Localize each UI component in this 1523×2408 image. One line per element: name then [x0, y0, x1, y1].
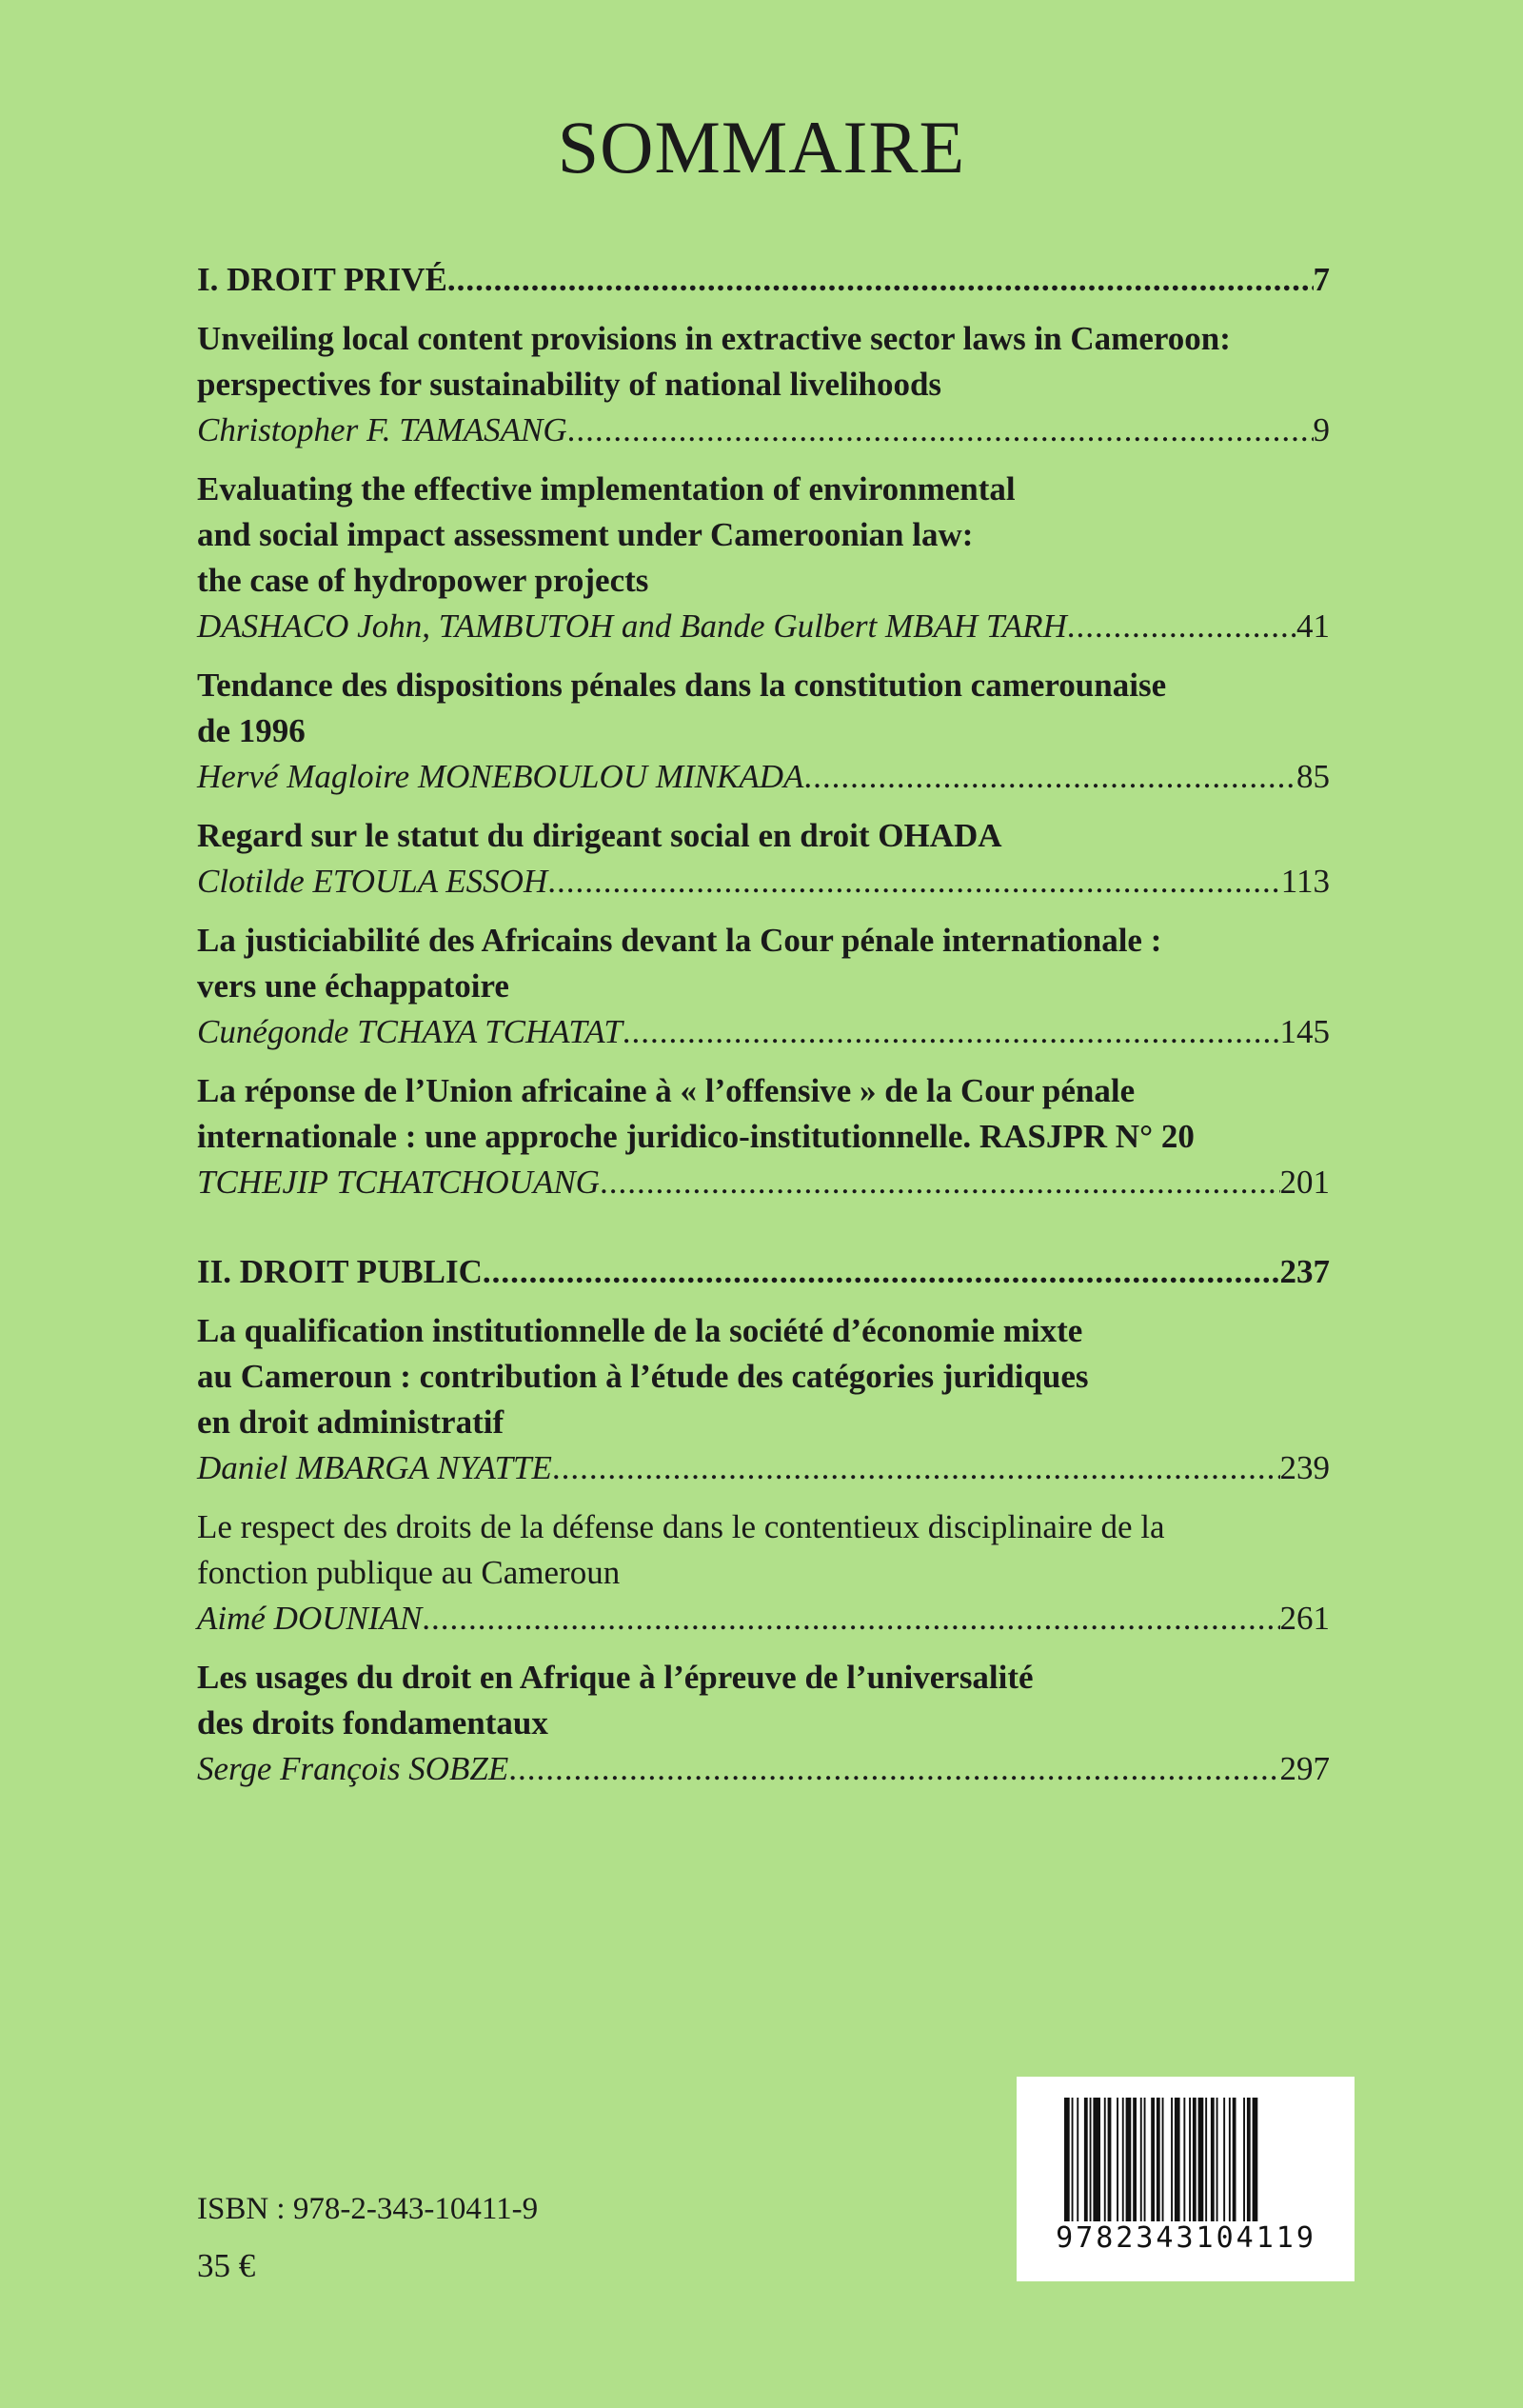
section-page-number: 7	[1313, 261, 1330, 298]
entry-title-line: Les usages du droit en Afrique à l’épreuve de l’universalité	[197, 1659, 1034, 1696]
dot-leader	[552, 1445, 1280, 1491]
toc-entry	[197, 467, 1330, 649]
barcode-bar	[1216, 2098, 1218, 2221]
dot-leader	[1067, 604, 1296, 649]
isbn: ISBN : 978-2-343-10411-9	[197, 2192, 539, 2226]
entry-title-line: Le respect des droits de la défense dans le contentieux disciplinaire de la	[197, 1508, 1165, 1545]
section-heading	[197, 1249, 1330, 1295]
barcode-bar	[1126, 2098, 1132, 2221]
barcode-icon	[1064, 2098, 1307, 2221]
entry-page-number: 145	[1279, 1013, 1330, 1050]
barcode-bar	[1108, 2098, 1112, 2221]
entry-page-number: 41	[1296, 607, 1330, 645]
barcode-bar	[1157, 2098, 1160, 2221]
dot-leader	[508, 1746, 1279, 1792]
barcode-bar	[1104, 2098, 1106, 2221]
entry-author-row	[197, 1746, 1330, 1792]
barcode-bar	[1133, 2098, 1137, 2221]
barcode-digits: 9782343104119	[1056, 2221, 1316, 2255]
barcode-bar	[1229, 2098, 1231, 2221]
barcode-bar	[1233, 2098, 1236, 2221]
entry-author: Christopher F. TAMASANG	[197, 411, 567, 448]
entry-page-number: 9	[1313, 411, 1330, 448]
section-heading-label: II. DROIT PUBLIC	[197, 1253, 483, 1290]
barcode-bar	[1122, 2098, 1124, 2221]
barcode-bar	[1151, 2098, 1155, 2221]
entry-title-line: internationale : une approche juridico-institutionnelle. RASJPR N° 20	[197, 1118, 1195, 1155]
entry-author-row	[197, 859, 1330, 905]
barcode-bar	[1093, 2098, 1100, 2221]
entry-author: DASHACO John, TAMBUTOH and Bande Gulbert MBAH TARH	[197, 607, 1067, 645]
dot-leader	[623, 1009, 1280, 1055]
dot-leader	[803, 754, 1296, 800]
barcode-bar	[1090, 2098, 1092, 2221]
toc-section	[197, 1249, 1330, 1792]
entry-title-line: au Cameroun : contribution à l’étude des catégories juridiques	[197, 1358, 1089, 1395]
barcode-bar	[1084, 2098, 1088, 2221]
toc-entry	[197, 316, 1330, 453]
entry-title-line: des droits fondamentaux	[197, 1704, 548, 1741]
entry-page-number: 297	[1279, 1750, 1330, 1787]
entry-title-line: Regard sur le statut du dirigeant social en droit OHADA	[197, 817, 1002, 854]
barcode-bar	[1117, 2098, 1118, 2221]
barcode-bar	[1189, 2098, 1191, 2221]
dot-leader	[447, 257, 1314, 303]
entry-page-number: 85	[1296, 758, 1330, 795]
entry-author: Daniel MBARGA NYATTE	[197, 1449, 552, 1486]
dot-leader	[547, 859, 1281, 905]
barcode-bar	[1072, 2098, 1074, 2221]
barcode-bar	[1211, 2098, 1215, 2221]
entry-author: Hervé Magloire MONEBOULOU MINKADA	[197, 758, 804, 795]
barcode-bar	[1247, 2098, 1251, 2221]
barcode-bar	[1171, 2098, 1173, 2221]
barcode-bar	[1144, 2098, 1146, 2221]
price: 35 €	[197, 2247, 256, 2284]
section-page-number: 237	[1279, 1253, 1330, 1290]
barcode-bar	[1253, 2098, 1258, 2221]
page-title: SOMMAIRE	[557, 106, 966, 189]
entry-title-line: perspectives for sustainability of national livelihoods	[197, 366, 942, 403]
entry-title-line: La qualification institutionnelle de la société d’économie mixte	[197, 1312, 1083, 1349]
section-heading-label: I. DROIT PRIVÉ	[197, 261, 447, 298]
entry-title-line: fonction publique au Cameroun	[197, 1554, 621, 1591]
entry-author-row	[197, 604, 1330, 649]
table-of-contents	[197, 257, 1330, 1836]
entry-title-line: en droit administratif	[197, 1403, 504, 1441]
entry-title-line: La justiciabilité des Africains devant la Cour pénale internationale :	[197, 922, 1162, 959]
entry-title-line: La réponse de l’Union africaine à « l’offensive » de la Cour pénale	[197, 1072, 1136, 1109]
entry-page-number: 113	[1280, 863, 1330, 900]
dot-leader	[422, 1596, 1279, 1642]
entry-author: Clotilde ETOULA ESSOH	[197, 863, 548, 900]
entry-title-line: Unveiling local content provisions in extractive sector laws in Cameroon:	[197, 320, 1231, 357]
entry-author-row	[197, 1009, 1330, 1055]
entry-title-line: the case of hydropower projects	[197, 562, 649, 599]
entry-author-row	[197, 408, 1330, 453]
barcode-bar	[1243, 2098, 1245, 2221]
toc-section	[197, 257, 1330, 1205]
barcode-bar	[1077, 2098, 1078, 2221]
entry-author: Serge François SOBZE	[197, 1750, 509, 1787]
toc-entry	[197, 1504, 1330, 1642]
barcode	[1017, 2077, 1355, 2281]
barcode-bar	[1064, 2098, 1070, 2221]
barcode-bar	[1162, 2098, 1164, 2221]
dot-leader	[567, 408, 1314, 453]
entry-page-number: 239	[1279, 1449, 1330, 1486]
barcode-bar	[1175, 2098, 1180, 2221]
toc-entry	[197, 1068, 1330, 1205]
entry-author-row	[197, 1445, 1330, 1491]
entry-author: Cunégonde TCHAYA TCHATAT	[197, 1013, 623, 1050]
dot-leader	[600, 1160, 1280, 1205]
entry-author: TCHEJIP TCHATCHOUANG	[197, 1164, 600, 1201]
barcode-bar	[1223, 2098, 1225, 2221]
entry-page-number: 201	[1279, 1164, 1330, 1201]
barcode-bar	[1205, 2098, 1207, 2221]
toc-entry	[197, 663, 1330, 800]
entry-author: Aimé DOUNIAN	[197, 1600, 423, 1637]
entry-author-row	[197, 754, 1330, 800]
entry-title-line: Tendance des dispositions pénales dans la constitution camerounaise	[197, 667, 1167, 704]
toc-entry	[197, 813, 1330, 905]
entry-title-line: vers une échappatoire	[197, 967, 509, 1005]
toc-entry	[197, 1308, 1330, 1491]
entry-page-number: 261	[1279, 1600, 1330, 1637]
entry-title-line: de 1996	[197, 712, 306, 749]
entry-title-line: and social impact assessment under Cameroonian law:	[197, 516, 974, 553]
entry-author-row	[197, 1596, 1330, 1642]
entry-author-row	[197, 1160, 1330, 1205]
barcode-bar	[1183, 2098, 1185, 2221]
barcode-bar	[1198, 2098, 1204, 2221]
toc-entry	[197, 1655, 1330, 1792]
section-heading	[197, 257, 1330, 303]
dot-leader	[483, 1249, 1280, 1295]
barcode-bar	[1193, 2098, 1197, 2221]
toc-entry	[197, 918, 1330, 1055]
entry-title-line: Evaluating the effective implementation of environmental	[197, 470, 1016, 507]
barcode-bar	[1140, 2098, 1142, 2221]
